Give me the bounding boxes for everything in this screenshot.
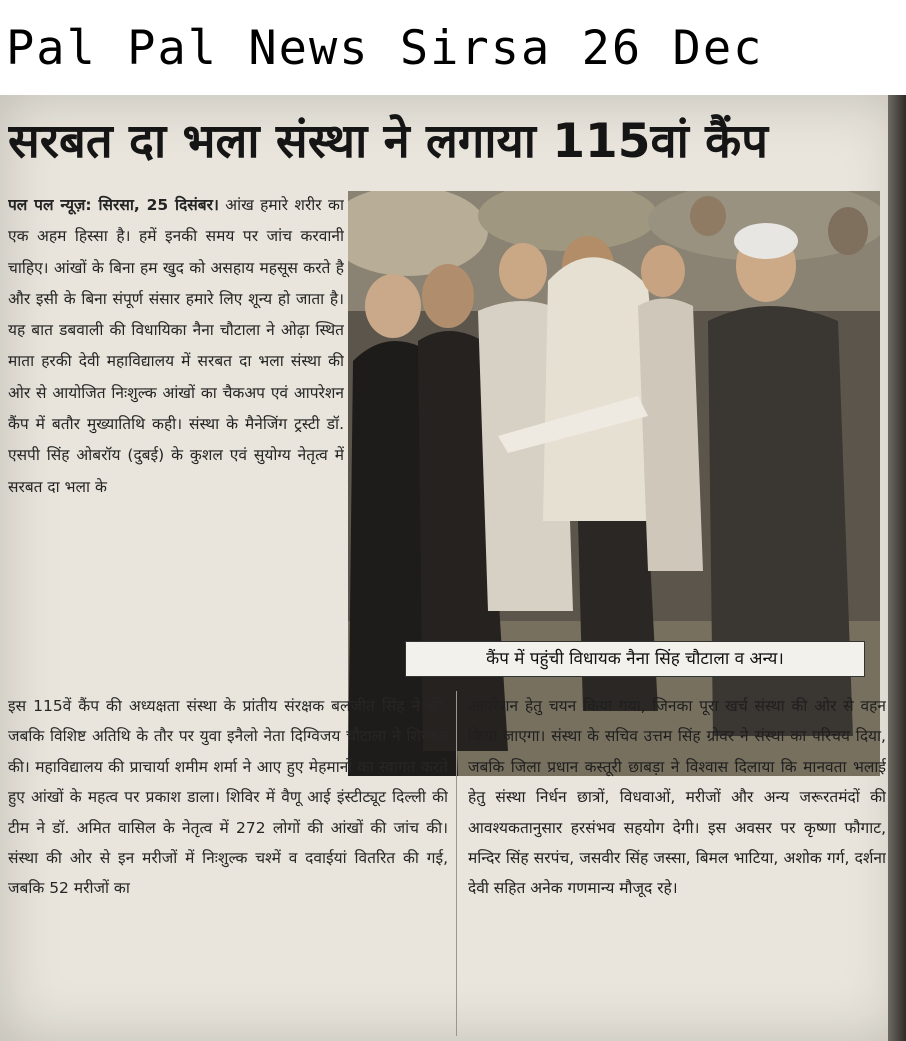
article-left-column xyxy=(8,190,344,755)
article-dateline: पल पल न्यूज़: सिरसा, 25 दिसंबर। xyxy=(8,196,219,214)
article-left-body: आंख हमारे शरीर का एक अहम हिस्सा है। हमें इनकी समय पर जांच करवानी चाहिए। आंखों के बिना हम खुद को असहाय महसूस करते है और इसी के बिना संपूर्ण संसार हमारे लिए शून्य हो जाता है। यह बात डबवाली की विधायिका नैना चौटाला ने ओढ़ा स्थित माता हरकी देवी महाविद्यालय में सरबत दा भला संस्था की ओर से आयोजित निःशुल्क आंखों का चैकअप एवं आपरेशन कैंप में बतौर मुख्यातिथि कही। संस्था के मैनेजिंग ट्रस्टी डॉ. एसपी सिंह ओबरॉय (दुबई) के कुशल एवं सुयोग्य नेतृत्व में सरबत दा भला के xyxy=(8,196,344,496)
article-bottom-right-column: आपरेशन हेतु चयन किया गया, जिनका पूरा खर्च संस्था की ओर से वहन किया जाएगा। संस्था के सचिव उत्तम सिंह ग्रोवर ने संस्था का परिचय दिया, जबकि जिला प्रधान कस्तूरी छाबड़ा ने विश्वास दिलाया कि मानवता भलाई हेतु संस्था निर्धन छात्रों, विधवाओं, मरीजों और अन्य जरूरतमंदों की आवश्यकतानुसार हरसंभव सहयोग देगी। इस अवसर पर कृष्णा फौगाट, मन्दिर सिंह सरपंच, जसवीर सिंह जस्सा, बिमल भाटिया, अशोक गर्ग, दर्शना देवी सहित अनेक गणमान्य मौजूद रहे। xyxy=(468,697,886,898)
photo-illustration xyxy=(348,191,880,776)
column-divider xyxy=(456,691,457,1036)
article-photo xyxy=(348,191,880,776)
article-bottom-left-column: इस 115वें कैंप की अध्यक्षता संस्था के प्रांतीय संरक्षक बलजीत सिंह ने की, जबकि विशिष्ट अतिथि के तौर पर युवा इनैलो नेता दिग्विजय चौटाला ने शिरकत की। महाविद्यालय की प्राचार्या शमीम शर्मा ने आए हुए मेहमानों का स्वागत करते हुए आंखों के महत्व पर प्रकाश डाला। शिविर में वैणू आई इंस्टीट्यूट दिल्ली की टीम ने डॉ. अमित वासिल के नेतृत्व में 272 लोगों की आंखों की जांच की। संस्था की ओर से इन मरीजों में निःशुल्क चश्में व दवाईयां वितरित की गई, जबकि 52 मरीजों का xyxy=(8,697,448,898)
newspaper-clipping xyxy=(0,95,906,1041)
page-top-caption: Pal Pal News Sirsa 26 Dec xyxy=(6,21,764,76)
article-headline: सरबत दा भला संस्था ने लगाया 115वां कैंप xyxy=(8,114,768,169)
photo-caption: कैंप में पहुंची विधायक नैना सिंह चौटाला व अन्य। xyxy=(405,641,865,677)
clipping-shadow-edge xyxy=(888,95,906,1041)
